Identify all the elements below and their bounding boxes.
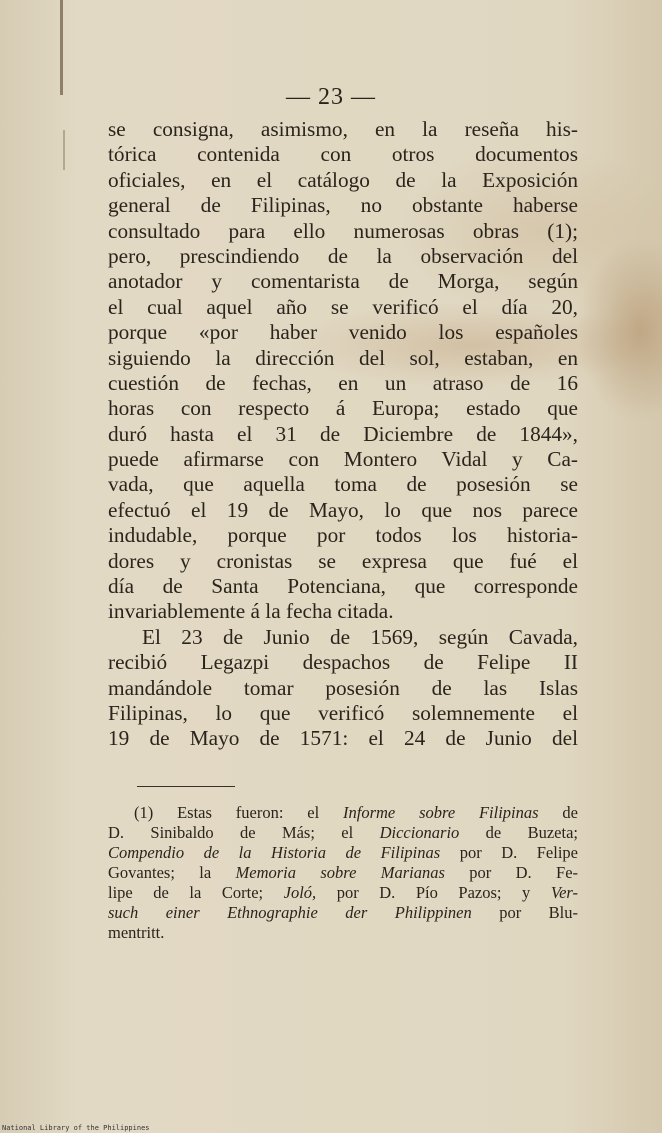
footnote-title: Diccionario bbox=[379, 823, 460, 842]
library-credit: National Library of the Philippines bbox=[2, 1124, 150, 1132]
text-line: duró hasta el 31 de Diciembre de 1844», bbox=[108, 421, 578, 446]
text-line: consultado para ello numerosas obras (1); bbox=[108, 218, 578, 243]
text-line: tórica contenida con otros documentos bbox=[108, 142, 578, 167]
page-crease bbox=[60, 0, 63, 95]
text-line: anotador y comentarista de Morga, según bbox=[108, 269, 578, 294]
text-line: siguiendo la dirección del sol, estaban, en bbox=[108, 345, 578, 370]
text-line: general de Filipinas, no obstante haberse bbox=[108, 193, 578, 218]
footnote-title: Compendio de la Historia de Filipinas bbox=[108, 843, 441, 862]
footnote-line bbox=[108, 823, 578, 843]
page-crease-lower bbox=[63, 130, 65, 170]
text-line: se consigna, asimismo, en la reseña his- bbox=[108, 117, 578, 141]
text-line: recibió Legazpi despachos de Felipe II bbox=[108, 650, 578, 675]
footnote-title: Joló, bbox=[283, 883, 317, 902]
footnote-text: lipe de la Corte; bbox=[108, 883, 284, 902]
footnote-text: D. Sinibaldo de Más; el bbox=[108, 823, 380, 842]
text-line: invariablemente á la fecha citada. bbox=[108, 599, 394, 624]
footnote-line bbox=[108, 803, 578, 823]
footnote-title: Memoria sobre Marianas bbox=[235, 863, 445, 882]
footnote-text: por D. Fe- bbox=[444, 863, 579, 882]
body-text bbox=[108, 117, 578, 752]
text-line: día de Santa Potenciana, que corresponde bbox=[108, 574, 578, 599]
footnote-title: Informe sobre Filipinas bbox=[343, 803, 539, 822]
text-line: vada, que aquella toma de posesión se bbox=[108, 472, 578, 497]
text-line: 19 de Mayo de 1571: el 24 de Junio del bbox=[108, 726, 578, 751]
footnote-line bbox=[108, 883, 578, 903]
text-line: porque «por haber venido los españoles bbox=[108, 320, 578, 345]
footnote-line bbox=[108, 863, 578, 883]
text-line: cuestión de fechas, en un atraso de 16 bbox=[108, 370, 578, 395]
footnote-text: mentritt. bbox=[108, 923, 165, 942]
footnote bbox=[108, 803, 578, 943]
footnote-line bbox=[108, 903, 578, 923]
text-line: dores y cronistas se expresa que fué el bbox=[108, 548, 578, 573]
text-line: pero, prescindiendo de la observación del bbox=[108, 243, 578, 268]
footnote-text: de Buzeta; bbox=[459, 823, 578, 842]
text-line: puede afirmarse con Montero Vidal y Ca- bbox=[108, 447, 578, 472]
text-line: Filipinas, lo que verificó solemnemente el bbox=[108, 700, 578, 725]
text-line: oficiales, en el catálogo de la Exposición bbox=[108, 167, 578, 192]
footnote-line bbox=[108, 843, 578, 863]
footnote-title: such einer Ethnographie der Philippinen bbox=[108, 903, 472, 922]
footnote-text: Govantes; la bbox=[108, 863, 236, 882]
footnote-text: por D. Felipe bbox=[440, 843, 578, 862]
footnote-text: por Blu- bbox=[471, 903, 578, 922]
text-line: indudable, porque por todos los historia- bbox=[108, 523, 578, 548]
text-line: horas con respecto á Europa; estado que bbox=[108, 396, 578, 421]
footnote-line bbox=[108, 923, 578, 943]
footnote-text: de bbox=[538, 803, 578, 822]
footnote-text: por D. Pío Pazos; y bbox=[316, 883, 551, 902]
text-line: el cual aquel año se verificó el día 20, bbox=[108, 294, 578, 319]
footnote-text: (1) Estas fueron: el bbox=[134, 803, 343, 822]
footnote-rule bbox=[137, 786, 235, 787]
text-line: mandándole tomar posesión de las Islas bbox=[108, 675, 578, 700]
footnote-title: Ver- bbox=[550, 883, 578, 902]
text-line-paragraph-start: El 23 de Junio de 1569, según Cavada, bbox=[142, 624, 578, 649]
text-line: efectuó el 19 de Mayo, lo que nos parece bbox=[108, 497, 578, 522]
page-number: — 23 — bbox=[286, 84, 376, 110]
